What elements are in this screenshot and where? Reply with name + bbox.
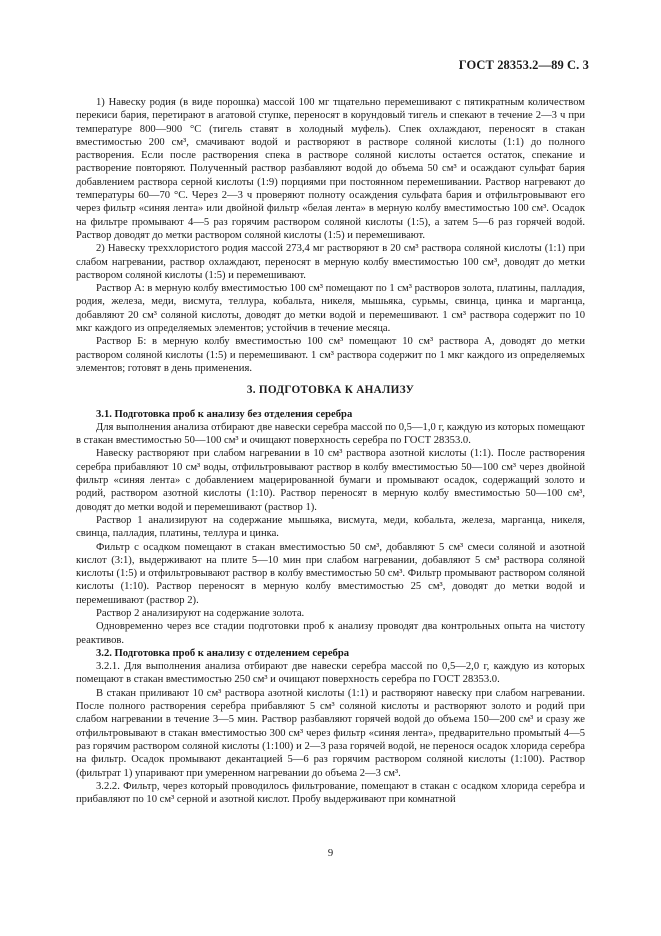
paragraph-3-1-c: Раствор 1 анализируют на содержание мышьяка, висмута, меди, кобальта, железа, марганца, никеля, свинца, палладия, платины, теллура и цинка.	[76, 514, 585, 540]
paragraph-item-2: 2) Навеску треххлористого родия массой 273,4 мг растворяют в 20 см³ раствора соляной кислоты (1:1) при слабом нагревании, раствор охлаждают, переносят в мерную колбу вместимостью 100 см³, доводят до метки раствором соляной кислоты (1:5) и перемешивают.	[76, 243, 585, 281]
page-content	[76, 96, 585, 806]
page-number: 9	[327, 848, 334, 859]
paragraph-3-1-b: Навеску растворяют при слабом нагревании в 10 см³ раствора азотной кислоты (1:1). После растворения серебра прибавляют 10 см³ воды, отфильтровывают раствор в колбу вместимостью 50—100 см³ через двойной фильтр «синяя лента» с добавлением мацерированной бумаги и промывают осадок, содержащий золото и родий, раствором азотной кислоты (1:10). Раствор переносят в мерную колбу вместимостью 50—100 см³, доводят до метки водой и перемешивают (раствор 1).	[76, 448, 585, 513]
subsection-title-3-2: 3.2. Подготовка проб к анализу с отделением серебра	[96, 647, 350, 659]
paragraph-3-1-d: Фильтр с осадком помещают в стакан вместимостью 50 см³, добавляют 5 см³ смеси соляной и азотной кислот (3:1), выдерживают на плите 5—10 мин при слабом нагревании, добавляют 5 см³ раствора соляной кислоты (1:5) и отфильтровывают раствор в колбу вместимостью 50 см³. Фильтр промывают раствором соляной кислоты (1:10). Раствор переносят в мерную колбу вместимостью 25 см³, доводят до метки водой и перемешивают (раствор 2).	[76, 541, 585, 606]
paragraph-solution-a: Раствор А: в мерную колбу вместимостью 100 см³ помещают по 1 см³ растворов золота, платины, палладия, родия, железа, меди, висмута, теллура, кобальта, никеля, мышьяка, сурьмы, свинца, цинка и марганца, добавляют 20 см³ соляной кислоты, доводят до метки водой и перемешивают. 1 см³ раствора содержит по 10 мкг каждого из определяемых элементов; устойчив в течение месяца.	[76, 283, 585, 335]
paragraph-3-1-e: Раствор 2 анализируют на содержание золота.	[96, 607, 305, 619]
paragraph-3-2-1: 3.2.1. Для выполнения анализа отбирают две навески серебра массой по 0,5—2,0 г, каждую из которых помещают в стакан вместимостью 250 см³ и очищают поверхность серебра по ГОСТ 28353.0.	[76, 661, 585, 686]
section-title: 3. ПОДГОТОВКА К АНАЛИЗУ	[246, 384, 415, 397]
subsection-title-3-1: 3.1. Подготовка проб к анализу без отделения серебра	[96, 408, 353, 420]
page-header: ГОСТ 28353.2—89 С. 3	[458, 58, 589, 72]
paragraph-item-1: 1) Навеску родия (в виде порошка) массой 100 мг тщательно перемешивают с пятикратным количеством перекиси бария, перетирают в агатовой ступке, переносят в корундовый тигель и спекают в течение 2—3 ч при температуре 800—900 °С (тигель ставят в холодный муфель). Спек охлаждают, переносят в стакан вместимостью 200 см³, смачивают водой и растворяют в растворе соляной кислоты (1:1) до полного растворения. Если после растворения спека в растворе соляной кислоты остается остаток, спекание и растворение повторяют. Полученный раствор разбавляют водой до объема 50 см³ и осаждают сульфат бария добавлением раствора серной кислоты (1:9) порциями при постоянном перемешивании. Раствор нагревают до температуры 60—70 °С. Через 2—3 ч проверяют полноту осаждения сульфата бария и отфильтровывают его через фильтр «синяя лента» или двойной фильтр «белая лента» в мерную колбу вместимостью 100 см³. Осадок на фильтре промывают 4—5 раз горячим раствором соляной кислоты (1:5), а затем 5—6 раз горячей водой. Раствор доводят до метки раствором соляной кислоты (1:5) и перемешивают.	[76, 97, 585, 241]
paragraph-3-2-a: В стакан приливают 10 см³ раствора азотной кислоты (1:1) и растворяют навеску при слабом нагревании. После полного растворения серебра прибавляют 5 см³ соляной кислоты и растворяют золото и родий при слабом нагревании в течение 3—5 мин. Раствор разбавляют горячей водой до объема 150—200 см³ и сразу же отфильтровывают в стакан вместимостью 300 см³ через фильтр «синяя лента», предварительно промытый 4—5 раз горячим раствором соляной кислоты (1:100) и 2—3 раза горячей водой, не перенося осадок хлорида серебра на фильтр. Осадок промывают декантацией 5—6 раз горячим раствором соляной кислоты (1:100). Раствор (фильтрат 1) упаривают при умеренном нагревании до объема 2—3 см³.	[76, 687, 585, 779]
paragraph-solution-b: Раствор Б: в мерную колбу вместимостью 100 см³ помещают 10 см³ раствора А, доводят до метки раствором соляной кислоты (1:5) и перемешивают. 1 см³ раствора содержит по 1 мкг каждого из определяемых элементов; готовят в день применения.	[76, 336, 585, 374]
paragraph-3-1-a: Для выполнения анализа отбирают две навески серебра массой по 0,5—1,0 г, каждую из которых помещают в стакан вместимостью 50—100 см³ и очищают поверхность серебра по ГОСТ 28353.0.	[76, 421, 585, 447]
paragraph-3-1-f: Одновременно через все стадии подготовки проб к анализу проводят два контрольных опыта на чистоту реактивов.	[76, 621, 585, 646]
paragraph-3-2-2: 3.2.2. Фильтр, через который проводилось фильтрование, помещают в стакан с осадком хлорида серебра и прибавляют по 10 см³ серной и азотной кислот. Пробу выдерживают при комнатной	[76, 780, 585, 806]
